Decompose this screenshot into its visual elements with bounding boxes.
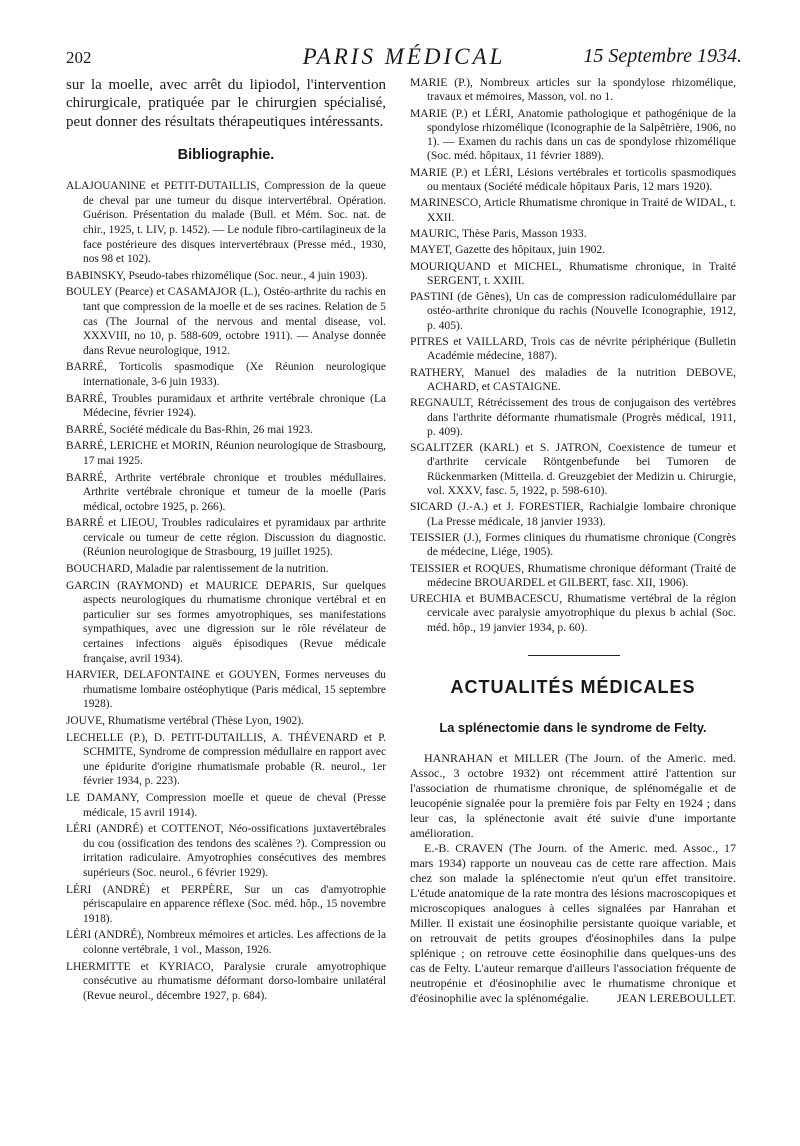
paragraph-text: E.-B. CRAVEN (The Journ. of the Americ. med. Assoc., 17 mars 1934) rapporte un nouveau cas de cette rare affection. Mais chez son malade la splénectomie n'eut qu'un effet transitoire. L'étude anatomique de la rate montra des lésions macroscopiques et microscopiques analogues à celles signalées par Hanrahan et Miller. Il existait une éosinophilie persistante quoique variable, et on retrouvait de petits groupes d'éosinophiles dans la pulpe splénique ; on retrouve cette éosinophilie dans quelques-uns des cas de Felty. L'auteur remarque d'ailleurs l'association fréquente de neutropénie et d'éosinophilie avec le rhumatisme chronique et d'éosinophilie avec la splénomégalie. bbox=[410, 840, 736, 1005]
bibliography-entry: ALAJOUANINE et PETIT-DUTAILLIS, Compression de la queue de cheval par une tumeur du disque intervertébral. Opération. Guérison. Présentation du malade (Bull. et Mém. Soc. nat. de chir., 1925, t. LIV, p. 1452). — Le nodule fibro-cartilagineux de la face postérieure des disques intervertébraux (Presse méd., 1930, nos 98 et 102). bbox=[66, 180, 386, 266]
left-column bbox=[66, 76, 386, 1005]
page-header bbox=[66, 44, 742, 76]
bibliography-entry: TEISSIER et ROQUES, Rhumatisme chronique déformant (Traité de médecine BROUARDEL et GILBERT, fasc. XII, 1906). bbox=[410, 561, 736, 589]
bibliography-entry: MARIE (P.) et LÉRI, Lésions vertébrales et torticolis spasmodiques ou mentaux (Société médicale hôpitaux Paris, 12 mars 1920). bbox=[410, 165, 736, 194]
bibliography-entry: TEISSIER (J.), Formes cliniques du rhumatisme chronique (Congrès de médecine, Liége, 1905). bbox=[410, 530, 736, 559]
bibliography-entry: RATHERY, Manuel des maladies de la nutrition DEBOVE, ACHARD, et CASTAIGNE. bbox=[410, 365, 736, 393]
bibliography-entry: MAYET, Gazette des hôpitaux, juin 1902. bbox=[410, 243, 606, 257]
bibliography-entry: BARRÉ, LERICHE et MORIN, Réunion neurologique de Strasbourg, 17 mai 1925. bbox=[66, 440, 386, 467]
bibliography-entry: LE DAMANY, Compression moelle et queue de cheval (Presse médicale, 15 avril 1914). bbox=[66, 791, 386, 819]
subsection-title: La splénectomie dans le syndrome de Felty. bbox=[439, 719, 707, 735]
bibliography-entry: BARRÉ, Société médicale du Bas-Rhin, 26 mai 1923. bbox=[66, 423, 313, 436]
bibliography-entry: MARIE (P.) et LÉRI, Anatomie pathologique et pathogénique de la spondylose rhizomélique (Iconographie de la Salpêtrière, 1906, no 1). — Examen du rachis dans un cas de spondylose rhizomélique (Soc. méd. hôpitaux, 11 février 1889). bbox=[410, 106, 736, 163]
bibliography-entry: BOUCHARD, Maladie par ralentissement de la nutrition. bbox=[66, 563, 329, 576]
body-paragraph: HANRAHAN et MILLER (The Journ. of the Americ. med. Assoc., 3 octobre 1932) ont récemment attiré l'attention sur l'association de rhumatisme chronique, de splénomégalie et de leucopénie signalée pour la première fois par Felty en 1924 ; dans leur cas, la splénectonie avait été suivie d'une importante amélioration. bbox=[410, 750, 736, 840]
right-reference-list bbox=[410, 76, 736, 635]
body-paragraph bbox=[410, 841, 736, 1006]
section-title: ACTUALITÉS MÉDICALES bbox=[450, 676, 696, 697]
bibliography-entry: BARRÉ, Torticolis spasmodique (Xe Réunion neurologique internationale, 3-6 juin 1933). bbox=[66, 361, 386, 388]
bibliography-entry: BARRÉ, Arthrite vertébrale chronique et troubles médullaires. Arthrite vertébrale chronique et tumeur de la moelle (Paris médical, octobre 1925, p. 266). bbox=[66, 471, 386, 513]
bibliography-entry: MARIE (P.), Nombreux articles sur la spondylose rhizomélique, travaux et mémoires, Masson, vol. no 1. bbox=[410, 76, 736, 104]
section-divider bbox=[410, 655, 736, 657]
bibliography-entry: PITRES et VAILLARD, Trois cas de névrite périphérique (Bulletin Académie médecine, 1887). bbox=[410, 335, 736, 363]
bibliography-title: Bibliographie. bbox=[177, 147, 275, 164]
right-column bbox=[410, 76, 736, 1006]
bibliography-entry: BARRÉ et LIEOU, Troubles radiculaires et pyramidaux par arthrite cervicale ou tumeur de cette région. Discussion du diagnostic. (Réunion neurologique de Strasbourg, 19 juillet 1925). bbox=[66, 517, 386, 559]
bibliography-entry: MARINESCO, Article Rhumatisme chronique in Traité de WIDAL, t. XXII. bbox=[410, 196, 736, 224]
bibliography-entry: LHERMITTE et KYRIACO, Paralysie crurale amyotrophique consécutive au rhumatisme déformant dorso-lombaire unilatéral (Revue neurol., décembre 1927, p. 684). bbox=[66, 960, 386, 1002]
bibliography-entry: BOULEY (Pearce) et CASAMAJOR (L.), Ostéo-arthrite du rachis en tant que compression de la moelle et de ses racines. Relation de 5 cas (The Journal of the nervous and mental disease, vol. XXXVIII, no 10, p. 588-609, octobre 1911). — Analyse donnée dans Revue neurologique, 1912. bbox=[66, 286, 386, 357]
author-signature: JEAN LEREBOULLET. bbox=[616, 990, 736, 1005]
journal-title: PARIS MÉDICAL bbox=[302, 44, 506, 69]
divider-line bbox=[528, 655, 620, 656]
bibliography-entry: MAURIC, Thèse Paris, Masson 1933. bbox=[410, 226, 587, 240]
bibliography-entry: GARCIN (RAYMOND) et MAURICE DEPARIS, Sur quelques aspects neurologiques du rhumatisme chronique vertébral et en particulier sur ses formes amyotrophiques, ses manifestations sympathiques, avec une digression sur le rôle révélateur de certaines infections aiguës épisodiques (Revue médicale française, avril 1934). bbox=[66, 579, 386, 665]
bibliography-entry: BABINSKY, Pseudo-tabes rhizomélique (Soc. neur., 4 juin 1903). bbox=[66, 269, 368, 282]
page-number: 202 bbox=[66, 48, 92, 67]
bibliography-entry: LÉRI (ANDRÉ) et PERPÈRE, Sur un cas d'amyotrophie périscapulaire en apparence réflexe (Soc. méd. hôp., 15 novembre 1918). bbox=[66, 883, 386, 925]
bibliography-entry: PASTINI (de Gênes), Un cas de compression radiculomédullaire par ostéo-arthrite chronique du rachis (Nouvelle Iconographie, 1912, p. 405). bbox=[410, 290, 736, 332]
bibliography-entry: BARRÉ, Troubles puramidaux et arthrite vertébrale chronique (La Médecine, février 1924). bbox=[66, 392, 386, 420]
bibliography-entry: MOURIQUAND et MICHEL, Rhumatisme chronique, in Traité SERGENT, t. XXIII. bbox=[410, 259, 736, 287]
bibliography-entry: REGNAULT, Rétrécissement des trous de conjugaison des vertèbres dans l'arthrite déformante rhumatismale (Progrès médical, 1911, p. 409). bbox=[410, 396, 736, 438]
bibliography-entry: SGALITZER (KARL) et S. JATRON, Coexistence de tumeur et d'arthrite cervicale Röntgenbefunde bei Tumoren de Rückenmarken (Mitteila. d. Greuzgebiet der Medizin u. Chirurgie, vol. XXXV, fasc. 5, 1922, p. 598-610). bbox=[410, 441, 736, 498]
bibliography-entry: LECHELLE (P.), D. PETIT-DUTAILLIS, A. THÉVENARD et P. SCHMITE, Syndrome de compression médullaire en rapport avec une épidurite d'origine rhumatismale probable (R. neurol., 1er février 1934, p. 223). bbox=[66, 731, 386, 788]
left-reference-list bbox=[66, 179, 386, 1003]
bibliography-entry: URECHIA et BUMBACESCU, Rhumatisme vertébral de la région cervicale avec paralysie amyotrophique du plexus b achial (Soc. méd. hôp., 19 janvier 1934, p. 60). bbox=[410, 592, 736, 634]
bibliography-entry: LÉRI (ANDRÉ) et COTTENOT, Néo-ossifications juxtavertébrales du cou (ossification des tendons des scalènes ?). Compression ou irritation radiculaire. Amyotrophies consécutives des membres supérieurs (Soc. neurol., 6 février 1929). bbox=[66, 823, 386, 879]
issue-date: 15 Septembre 1934. bbox=[583, 45, 742, 67]
bibliography-entry: LÉRI (ANDRÉ), Nombreux mémoires et articles. Les affections de la colonne vertébrale, 1 vol., Masson, 1926. bbox=[66, 929, 386, 956]
bibliography-entry: SICARD (J.-A.) et J. FORESTIER, Rachialgie lombaire chronique (La Presse médicale, 18 janvier 1933). bbox=[410, 500, 736, 528]
bibliography-entry: HARVIER, DELAFONTAINE et GOUYEN, Formes nerveuses du rhumatisme lombaire ostéophytique (Paris médical, 15 septembre 1928). bbox=[66, 669, 386, 711]
intro-paragraph: sur la moelle, avec arrêt du lipiodol, l'intervention chirurgicale, pratiquée par le chirurgien spécialisé, peut donner des résultats thérapeutiques intéressants. bbox=[66, 77, 386, 130]
bibliography-entry: JOUVE, Rhumatisme vertébral (Thèse Lyon, 1902). bbox=[66, 715, 304, 727]
